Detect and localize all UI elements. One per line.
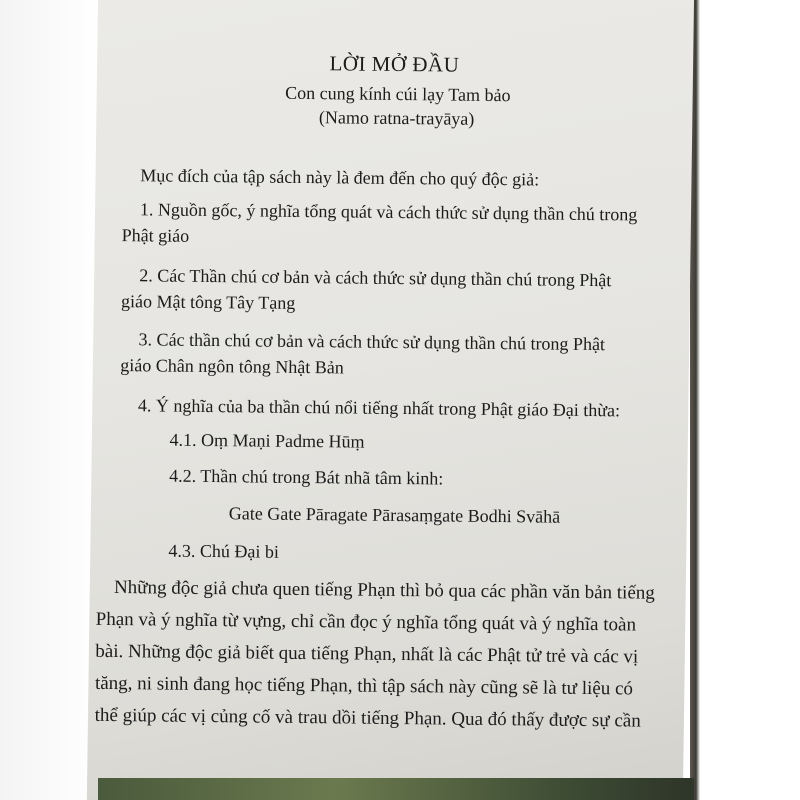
dedication-sanskrit: (Namo ratna-trayāya)	[318, 107, 475, 129]
intro-sentence: Mục đích của tập sách này là đem đến cho quý độc giả:	[140, 165, 540, 190]
list-item-1-continued: Phật giáo	[121, 225, 190, 246]
paragraph-line: Những độc giả chưa quen tiếng Phạn thì bỏ qua các phần văn bản tiếng	[113, 577, 655, 604]
dedication-line: Con cung kính cúi lạy Tam bảo	[285, 82, 511, 106]
subitem-4-1: 4.1. Oṃ Maṇi Padme Hūṃ	[169, 429, 365, 452]
list-item-4: 4. Ý nghĩa của ba thần chú nổi tiếng nhất trong Phật giáo Đại thừa:	[137, 395, 621, 421]
page-title: LỜI MỞ ĐẦU	[329, 51, 460, 77]
list-item-1: 1. Nguồn gốc, ý nghĩa tổng quát và cách thức sử dụng thần chú trong	[139, 199, 638, 225]
left-background	[0, 0, 100, 800]
paragraph-line: thể giúp các vị củng cố và trau dồi tiếng Phạn. Qua đó thấy được sự cần	[94, 704, 641, 732]
list-item-2-continued: giáo Mật tông Tây Tạng	[120, 291, 296, 313]
paragraph-line: tăng, ni sinh đang học tiếng Phạn, thì tập sách này cũng sẽ là tư liệu có	[94, 672, 634, 700]
paragraph-line: bài. Những độc giả biết qua tiếng Phạn, nhất là các Phật tử trẻ và các vị	[95, 640, 639, 668]
page-text	[94, 0, 698, 783]
subitem-4-3: 4.3. Chú Đại bi	[168, 540, 280, 562]
paragraph-line: Phạn và ý nghĩa từ vựng, chỉ cần đọc ý nghĩa tổng quát và ý nghĩa toàn	[95, 608, 637, 636]
list-item-3: 3. Các thần chú cơ bản và cách thức sử dụng thần chú trong Phật	[138, 329, 606, 355]
subitem-4-2: 4.2. Thần chú trong Bát nhã tâm kinh:	[169, 465, 444, 489]
heart-sutra-mantra: Gate Gate Pāragate Pārasaṃgate Bodhi Svāhā	[228, 503, 561, 527]
book-edge	[690, 0, 800, 800]
list-item-3-continued: giáo Chân ngôn tông Nhật Bản	[120, 355, 344, 378]
list-item-2: 2. Các Thần chú cơ bản và cách thức sử dụng thần chú trong Phật	[139, 265, 612, 291]
